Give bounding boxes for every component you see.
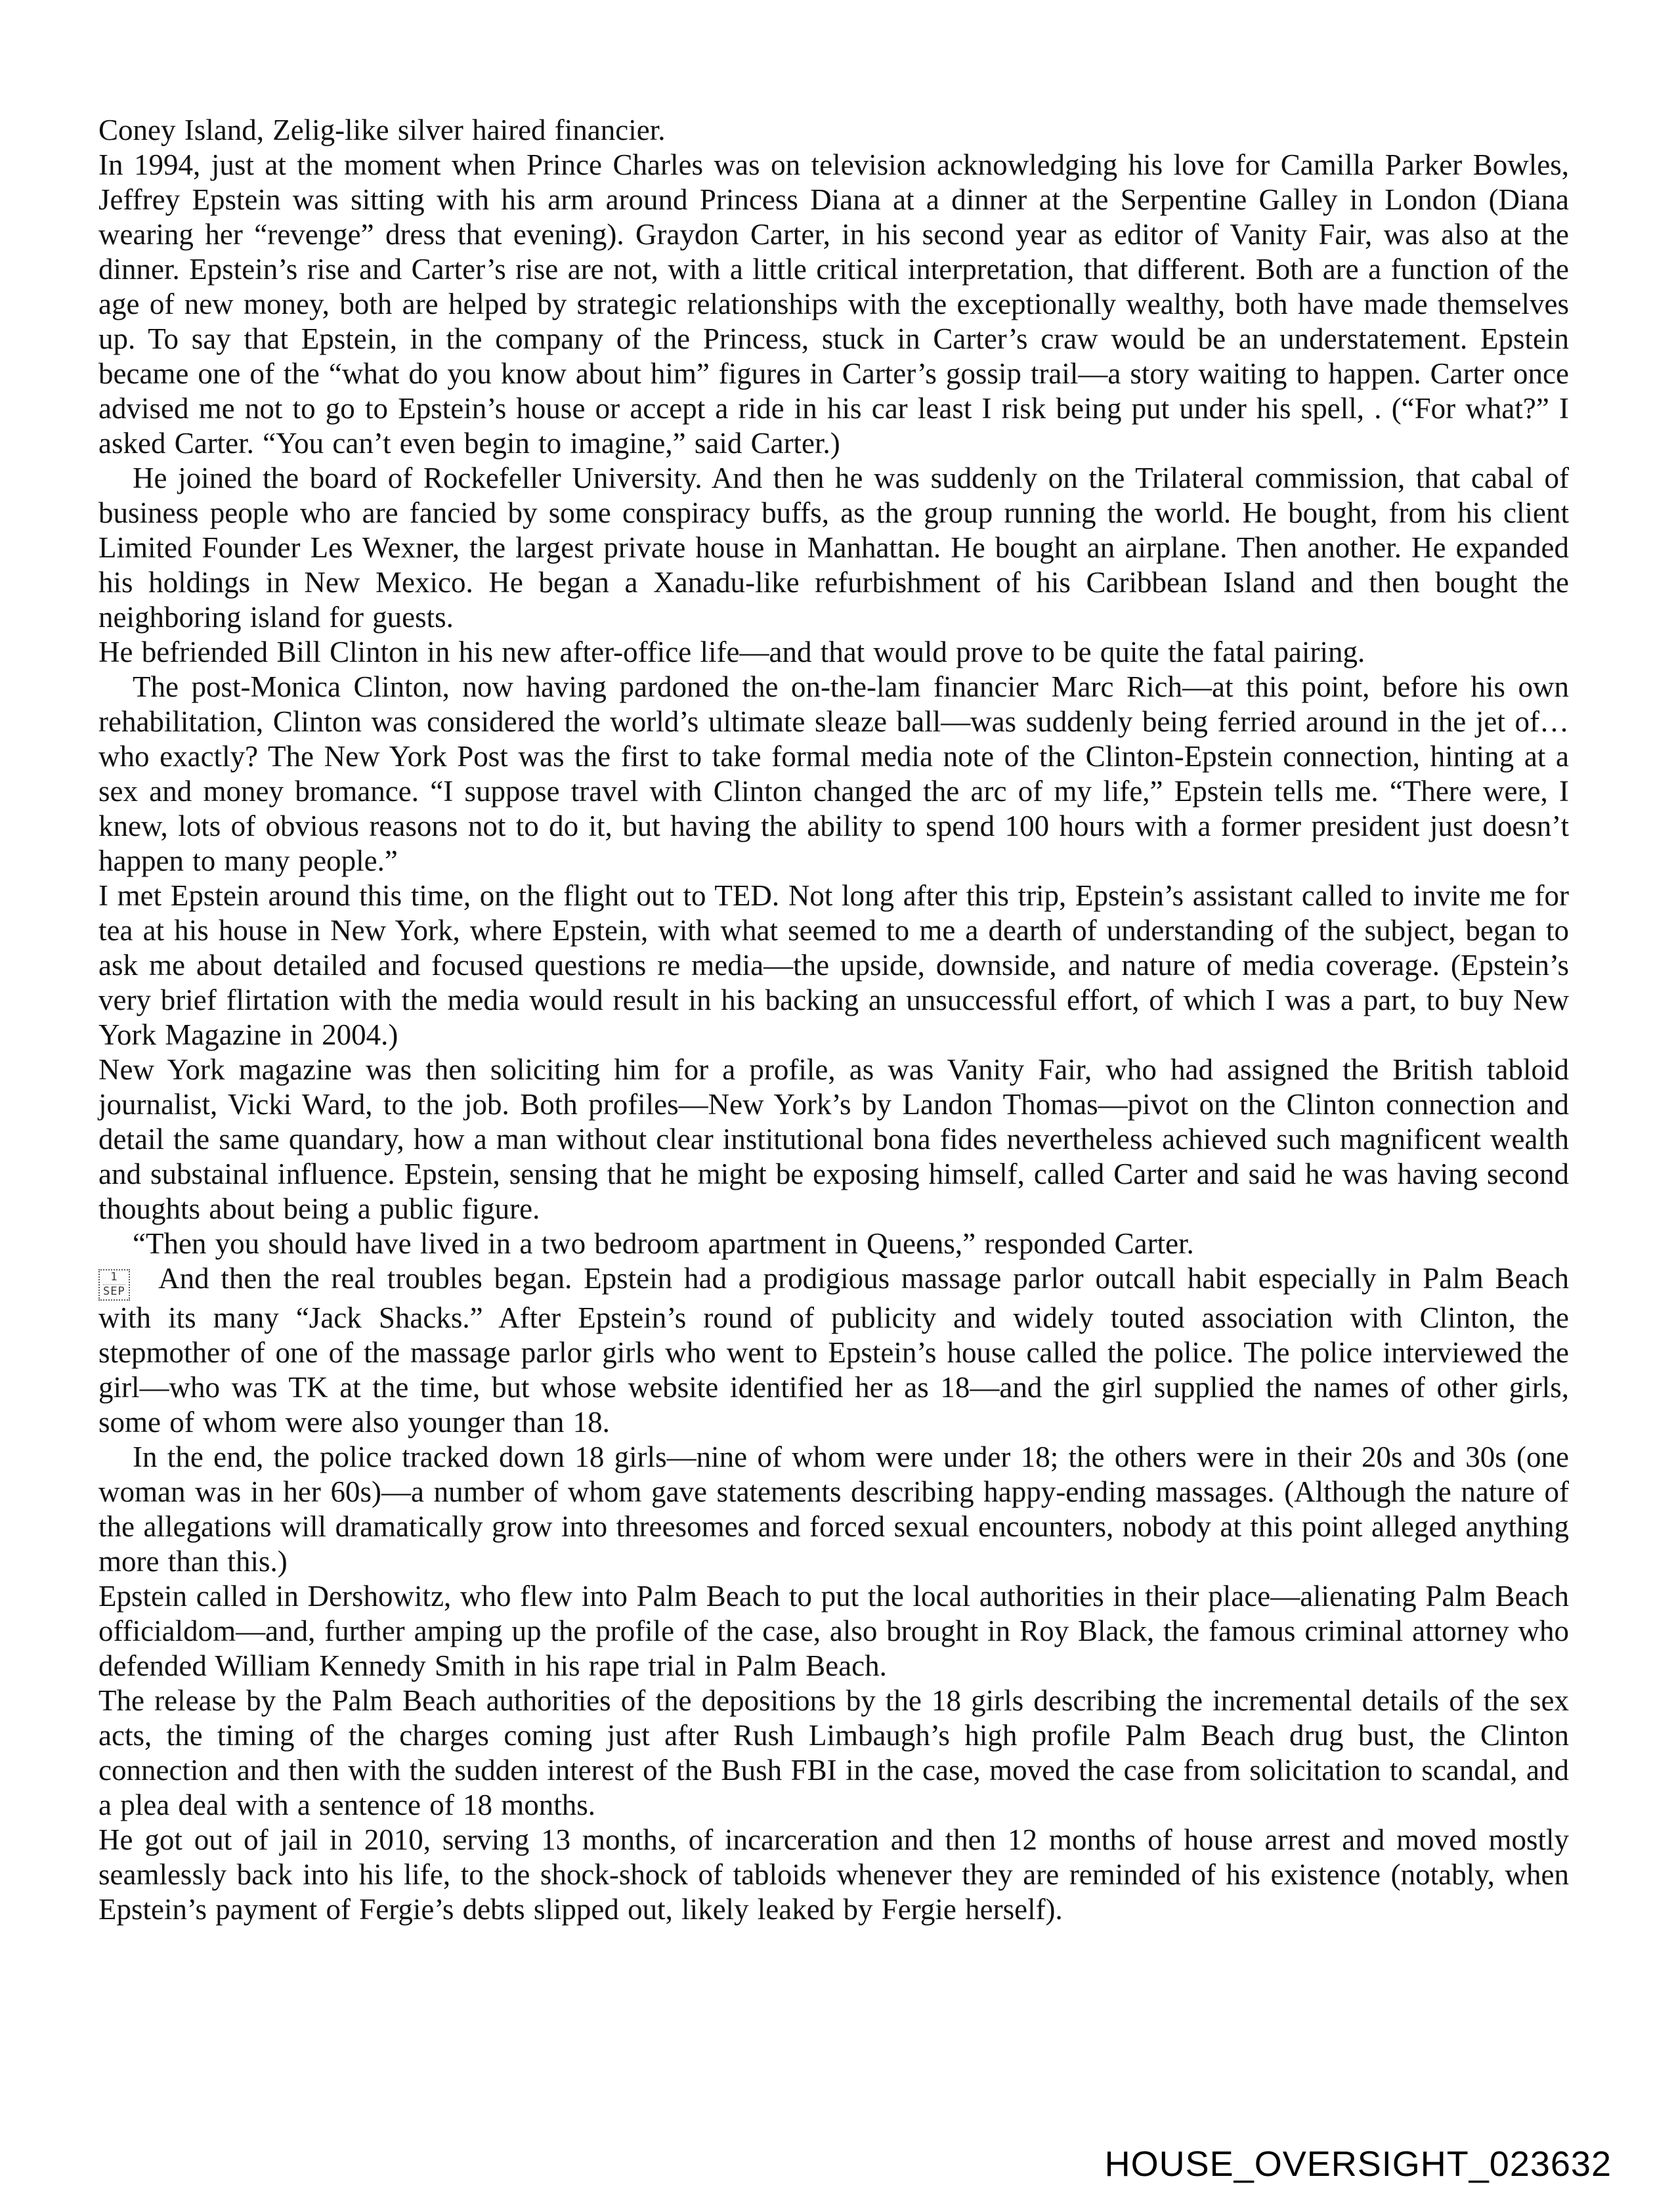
paragraph: He joined the board of Rockefeller University. And then he was suddenly on the Trilateral commission, that cabal of business people who are fancied by some conspiracy buffs, as the group running the world. He bought, from his client Limited Founder Les Wexner, the largest private house in Manhattan. He bought an airplane. Then another. He expanded his holdings in New Mexico. He began a Xanadu-like refurbishment of his Caribbean Island and then bought the neighboring island for guests. — [98, 462, 1569, 634]
paragraph: New York magazine was then soliciting him for a profile, as was Vanity Fair, who had assigned the British tabloid journalist, Vicki Ward, to the job. Both profiles—New York’s by Landon Thomas—pivot on the Clinton connection and detail the same quandary, how a man without clear institutional bona fides nevertheless achieved such magnificent wealth and substainal influence. Epstein, sensing that he might be exposing himself, called Carter and said he was having second thoughts about being a public figure. — [98, 1053, 1569, 1225]
paragraph: He got out of jail in 2010, serving 13 months, of incarceration and then 12 months of house arrest and moved mostly seamlessly back into his life, to the shock-shock of tabloids whenever they are reminded of his existence (notably, when Epstein’s payment of Fergie’s debts slipped out, likely leaked by Fergie herself). — [98, 1823, 1569, 1926]
paragraph: In the end, the police tracked down 18 girls—nine of whom were under 18; the others were in their 20s and 30s (one woman was in her 60s)—a number of whom gave statements describing happy-ending massages. (Although the nature of the allegations will dramatically grow into threesomes and forced sexual encounters, nobody at this point alleged anything more than this.) — [98, 1441, 1569, 1578]
paragraph: He befriended Bill Clinton in his new after-office life—and that would prove to be quite the fatal pairing. — [98, 636, 1365, 668]
bates-stamp: HOUSE_OVERSIGHT_023632 — [1104, 2144, 1612, 2184]
paragraph-text: And then the real troubles began. Epstein had a prodigious massage parlor outcall habit especially in Palm Beach with its many “Jack Shacks.” After Epstein’s round of publicity and widely touted association with Clinton, the stepmother of one of the massage parlor girls who went to Epstein’s house called the police. The police interviewed the girl—who was TK at the time, but whose website identified her as 18—and the girl supplied the names of other girls, some of whom were also younger than 18. — [98, 1262, 1569, 1439]
paragraph — [98, 1261, 1569, 1440]
paragraph: The post-Monica Clinton, now having pardoned the on-the-lam financier Marc Rich—at this point, before his own rehabilitation, Clinton was considered the world’s ultimate sleaze ball—was suddenly being ferried around in the jet of…who exactly? The New York Post was the first to take formal media note of the Clinton-Epstein connection, hinting at a sex and money bromance. “I suppose travel with Clinton changed the arc of my life,” Epstein tells me. “There were, I knew, lots of obvious reasons not to do it, but having the ability to spend 100 hours with a former president just doesn’t happen to many people.” — [98, 670, 1569, 877]
paragraph: I met Epstein around this time, on the flight out to TED. Not long after this trip, Epstein’s assistant called to invite me for tea at his house in New York, where Epstein, with what seemed to me a dearth of understanding of the subject, began to ask me about detailed and focused questions re media—the upside, downside, and nature of media coverage. (Epstein’s very brief flirtation with the media would result in his backing an unsuccessful effort, of which I was a part, to buy New York Magazine in 2004.) — [98, 879, 1569, 1051]
section-separator-label: SEP — [103, 1285, 125, 1298]
section-separator-number: 1 — [103, 1272, 125, 1285]
section-separator-icon — [98, 1269, 130, 1301]
paragraph: The release by the Palm Beach authorities of the depositions by the 18 girls describing the incremental details of the sex acts, the timing of the charges coming just after Rush Limbaugh’s high profile Palm Beach drug bust, the Clinton connection and then with the sudden interest of the Bush FBI in the case, moved the case from solicitation to scandal, and a plea deal with a sentence of 18 months. — [98, 1684, 1569, 1821]
paragraph: In 1994, just at the moment when Prince Charles was on television acknowledging his love for Camilla Parker Bowles, Jeffrey Epstein was sitting with his arm around Princess Diana at a dinner at the Serpentine Galley in London (Diana wearing her “revenge” dress that evening). Graydon Carter, in his second year as editor of Vanity Fair, was also at the dinner. Epstein’s rise and Carter’s rise are not, with a little critical interpretation, that different. Both are a function of the age of new money, both are helped by strategic relationships with the exceptionally wealthy, both have made themselves up. To say that Epstein, in the company of the Princess, stuck in Carter’s craw would be an understatement. Epstein became one of the “what do you know about him” figures in Carter’s gossip trail—a story waiting to happen. Carter once advised me not to go to Epstein’s house or accept a ride in his car least I risk being put under his spell, . (“For what?” I asked Carter. “You can’t even begin to imagine,” said Carter.) — [98, 148, 1569, 460]
paragraph: Epstein called in Dershowitz, who flew into Palm Beach to put the local authorities in their place—alienating Palm Beach officialdom—and, further amping up the profile of the case, also brought in Roy Black, the famous criminal attorney who defended William Kennedy Smith in his rape trial in Palm Beach. — [98, 1580, 1569, 1682]
paragraph: “Then you should have lived in a two bedroom apartment in Queens,” responded Carter. — [133, 1227, 1194, 1260]
paragraph: Coney Island, Zelig-like silver haired financier. — [98, 114, 666, 146]
